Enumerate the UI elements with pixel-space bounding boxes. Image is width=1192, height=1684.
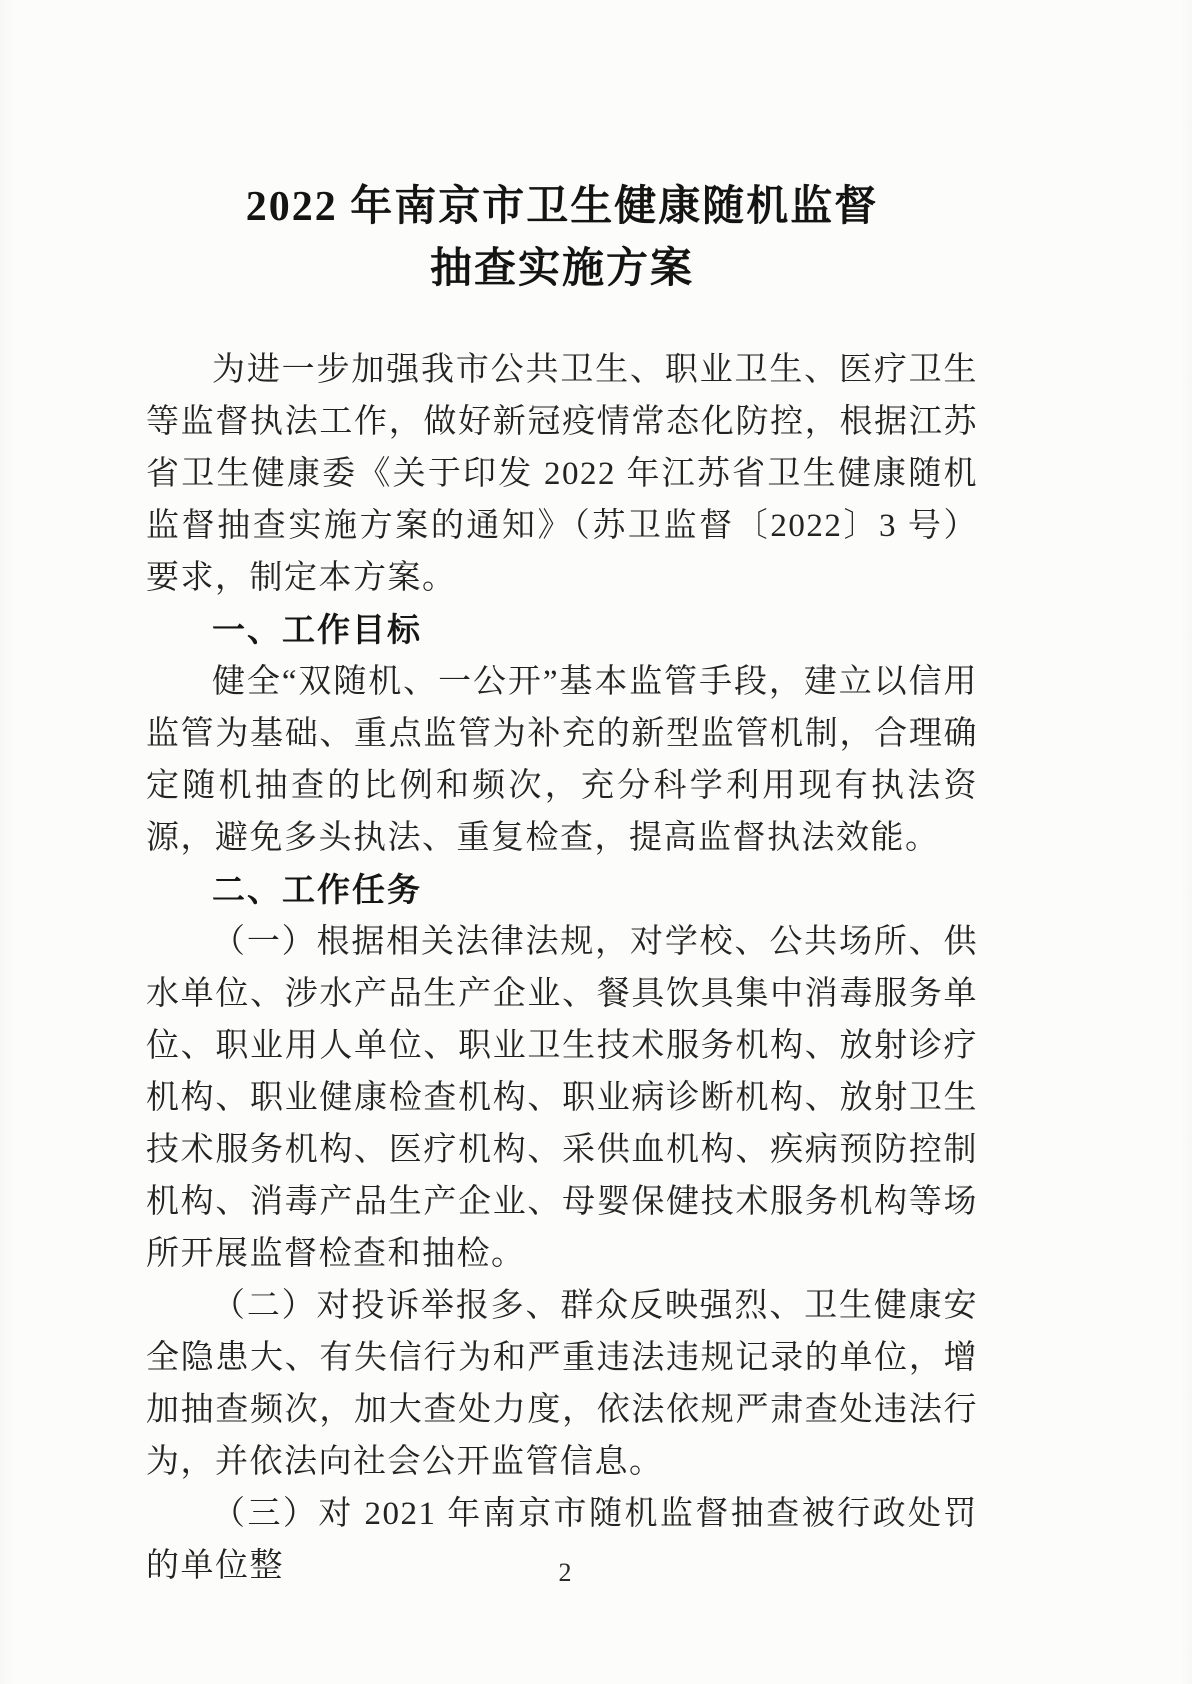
section-heading-work-tasks: 二、工作任务 <box>212 871 422 908</box>
title-line-1: 2022 年南京市卫生健康随机监督 <box>245 184 879 230</box>
document-title <box>146 176 978 300</box>
paragraph-work-goals: 健全“双随机、一公开”基本监管手段，建立以信用监管为基础、重点监管为补充的新型监管机制，合理确定随机抽查的比例和频次，充分科学利用现有执法资源，避免多头执法、重复检查，提高监督执法效能。 <box>146 664 978 856</box>
document-body <box>146 344 978 1592</box>
paragraph-task-one: （一）根据相关法律法规，对学校、公共场所、供水单位、涉水产品生产企业、餐具饮具集中消毒服务单位、职业用人单位、职业卫生技术服务机构、放射诊疗机构、职业健康检查机构、职业病诊断机构、放射卫生技术服务机构、医疗机构、采供血机构、疾病预防控制机构、消毒产品生产企业、母婴保健技术服务机构等场所开展监督检查和抽检。 <box>146 924 978 1272</box>
document-content <box>146 176 978 1592</box>
paragraph-task-two: （二）对投诉举报多、群众反映强烈、卫生健康安全隐患大、有失信行为和严重违法违规记录的单位，增加抽查频次，加大查处力度，依法依规严肃查处违法行为，并依法向社会公开监管信息。 <box>146 1288 978 1480</box>
paragraph-intro: 为进一步加强我市公共卫生、职业卫生、医疗卫生等监督执法工作，做好新冠疫情常态化防控，根据江苏省卫生健康委《关于印发 2022 年江苏省卫生健康随机监督抽查实施方案的通知》（苏卫监督〔2022〕3 号）要求，制定本方案。 <box>146 352 978 596</box>
paragraph-task-three-truncated: （三）对 2021 年南京市随机监督抽查被行政处罚的单位整 <box>146 1496 978 1584</box>
title-line-2: 抽查实施方案 <box>429 246 694 292</box>
section-heading-work-goals: 一、工作目标 <box>212 611 422 648</box>
page-number: 2 <box>558 1558 572 1587</box>
page-footer <box>0 1558 1130 1588</box>
